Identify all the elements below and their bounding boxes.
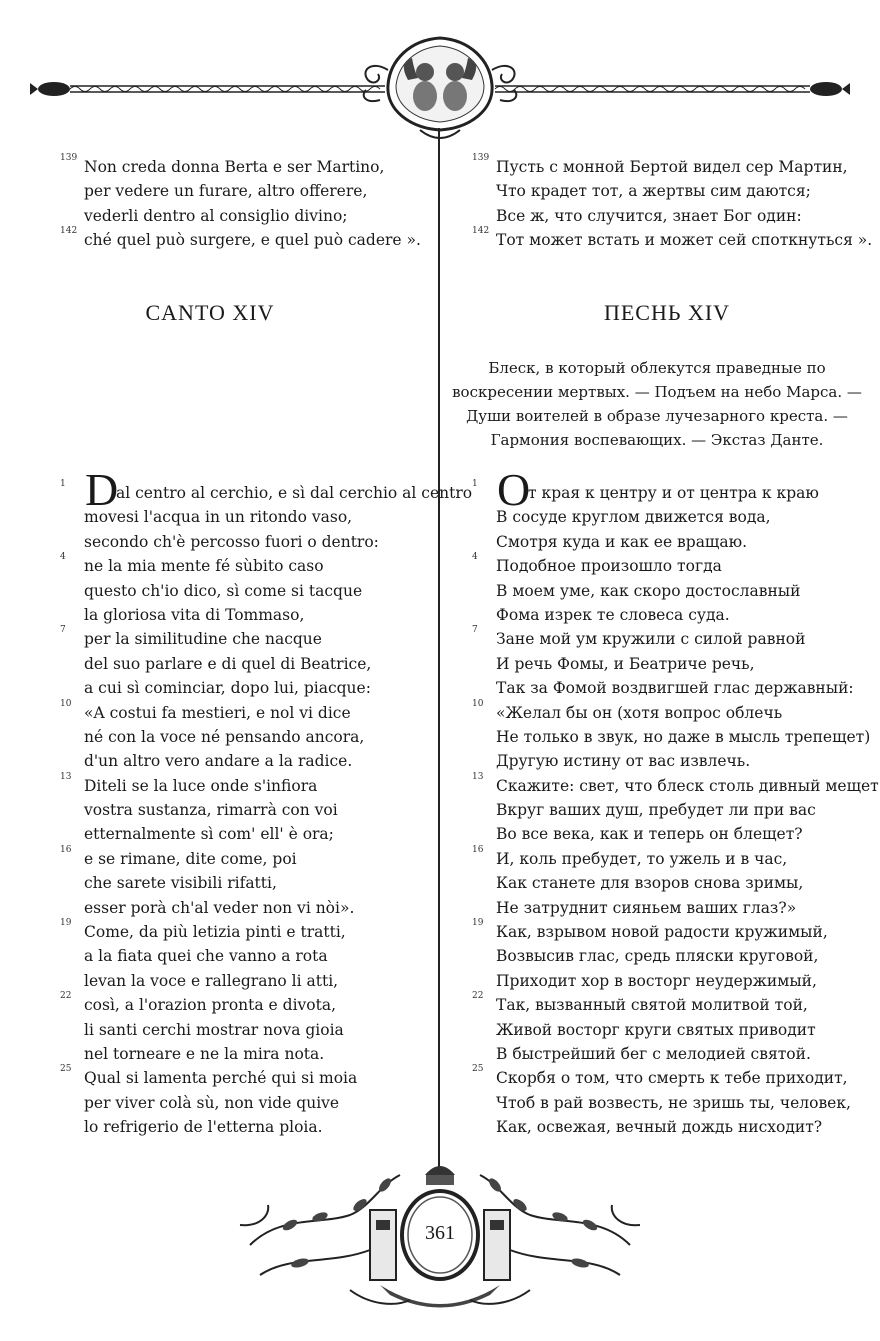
verse-line (60, 969, 430, 993)
canto-title-russian: ПЕСНЬ XIV (603, 300, 731, 325)
verse-text: т края к центру и от центра к краю (528, 484, 819, 502)
verse-text: li santi cerchi mostrar nova gioia (84, 1020, 344, 1039)
right-column-verses (472, 464, 879, 1140)
verse-text: Не только в звук, но даже в мысль трепещет) (496, 727, 871, 746)
canto-title-italian: CANTO XIV (145, 300, 275, 325)
line-number: 19 (472, 918, 484, 929)
verse-line (60, 896, 430, 920)
verse-line (60, 652, 430, 676)
verse-text: Другую истину от вас извлечь. (496, 752, 751, 771)
verse-text: né con la voce né pensando ancora, (84, 727, 365, 746)
line-number: 22 (60, 991, 72, 1002)
verse-text: esser porà ch'al veder non vi nòi». (84, 898, 355, 917)
line-number: 1 (472, 479, 478, 489)
verse-text: Qual si lamenta perché qui si moia (84, 1069, 358, 1088)
line-number: 19 (60, 918, 72, 929)
verse-text: Живой восторг круги святых приводит (496, 1020, 816, 1039)
verse-line (60, 179, 430, 203)
verse-text: Тот может встать и может сей споткнуться ». (496, 231, 873, 250)
verse-line (472, 603, 862, 627)
verse-line (60, 944, 430, 968)
verse-text: la gloriosa vita di Tommaso, (84, 605, 305, 624)
verse-line (60, 993, 430, 1017)
verse-line (472, 226, 873, 252)
verse-text: В сосуде круглом движется вода, (496, 508, 771, 527)
verse-text: Что крадет тот, а жертвы сим даются; (496, 182, 811, 201)
verse-line (472, 798, 862, 822)
verse-line (60, 1018, 430, 1042)
verse-text: del suo parlare e di quel di Beatrice, (84, 654, 372, 673)
line-number: 7 (472, 625, 478, 636)
line-number: 4 (472, 552, 478, 563)
verse-line (60, 822, 430, 846)
verse-line (60, 798, 430, 822)
verse-text: vostra sustanza, rimarrà con voi (84, 801, 338, 820)
verse-line (60, 844, 430, 871)
verse-text: Скорбя о том, что смерть к тебе приходит, (496, 1069, 848, 1088)
verse-line (472, 944, 862, 968)
verse-text: ché quel può surgere, e quel può cadere ». (84, 231, 421, 250)
verse-line (60, 698, 430, 725)
verse-text: secondo ch'è percosso fuori o dentro: (84, 532, 379, 551)
top-ornament (0, 0, 880, 150)
verse-line (60, 204, 430, 228)
page-number: 361 (425, 1222, 455, 1244)
verse-text: etternalmente sì com' ell' è ora; (84, 825, 334, 844)
verse-line (472, 822, 862, 846)
verse-line (472, 698, 862, 725)
line-number: 142 (472, 226, 490, 237)
verse-text: Вкруг ваших душ, пребудет ли при вас (496, 801, 816, 820)
verse-text: questo ch'io dico, sì come si tacque (84, 581, 363, 600)
verse-text: Пусть с монной Бертой видел сер Мартин, (496, 158, 848, 176)
verse-text: lo refrigerio de l'etterna ploia. (84, 1118, 323, 1137)
right-column-continuation (472, 153, 873, 253)
verse-line (472, 204, 862, 228)
verse-line (472, 1042, 862, 1066)
verse-text: Come, da più letizia pinti e tratti, (84, 923, 346, 942)
line-number: 142 (60, 226, 78, 237)
left-column-continuation (60, 155, 430, 253)
verse-text: d'un altro vero andare a la radice. (84, 752, 353, 771)
verse-line (60, 505, 430, 529)
verse-text: Во все века, как и теперь он блещет? (496, 825, 803, 844)
verse-text: Возвысив глас, средь пляски круговой, (496, 947, 819, 966)
verse-line (472, 505, 862, 529)
verse-text: «Желал бы он (хотя вопрос облечь (496, 703, 783, 722)
verse-line (472, 530, 862, 554)
verse-text: Так за Фомой воздвигшей глас державный: (496, 679, 854, 698)
line-number: 139 (60, 153, 78, 163)
verse-text: così, a l'orazion pronta e divota, (84, 996, 337, 1015)
canto-summary: Блеск, в который облекутся праведные по воскресении мертвых. — Подъем на небо Марса. — Души воителей в образе лучезарного креста. — Гармония воспевающих. — Экстаз Данте. (452, 359, 862, 449)
verse-line (60, 1042, 430, 1066)
verse-line (60, 479, 473, 505)
verse-line (472, 652, 862, 676)
verse-text: che sarete visibili rifatti, (84, 874, 277, 893)
verse-text: Подобное произошло тогда (496, 557, 722, 576)
verse-text: Non creda donna Berta e ser Martino, (84, 158, 385, 176)
verse-text: levan la voce e rallegrano li atti, (84, 971, 339, 990)
verse-text: «A costui fa mestieri, e nol vi dice (84, 703, 351, 722)
verse-line (60, 1066, 430, 1090)
verse-line (472, 993, 862, 1017)
verse-text: a la fiata quei che vanno a rota (84, 947, 328, 966)
verse-text: В быстрейший бег с мелодией святой. (496, 1044, 811, 1063)
verse-line (472, 969, 862, 993)
verse-text: Фома изрек те словеса суда. (496, 605, 730, 624)
verse-line (60, 676, 430, 700)
verse-text: В моем уме, как скоро достославный (496, 581, 801, 600)
column-divider (438, 128, 440, 1178)
verse-text: ne la mia mente fé sùbito caso (84, 557, 324, 576)
verse-line (472, 1115, 862, 1139)
verse-line (472, 179, 862, 203)
verse-text: per viver colà sù, non vide quive (84, 1093, 340, 1112)
line-number: 1 (60, 479, 66, 489)
verse-text: Зане мой ум кружили с силой равной (496, 630, 806, 649)
line-number: 22 (472, 991, 484, 1002)
verse-line (472, 920, 862, 944)
line-number: 25 (60, 1064, 72, 1075)
verse-line (60, 579, 430, 603)
left-column-verses (60, 464, 473, 1140)
line-number: 139 (472, 153, 490, 163)
verse-text: movesi l'acqua in un ritondo vaso, (84, 508, 353, 527)
verse-line (472, 627, 862, 651)
verse-line (60, 554, 430, 578)
line-number: 13 (472, 771, 484, 782)
verse-text: Все ж, что случится, знает Бог один: (496, 206, 802, 225)
verse-line (60, 871, 430, 895)
verse-line (472, 871, 862, 895)
verse-text: al centro al cerchio, e sì dal cerchio al centro (116, 484, 473, 502)
line-number: 16 (472, 844, 484, 855)
verse-text: И речь Фомы, и Беатриче речь, (496, 654, 755, 673)
verse-line (60, 228, 430, 252)
verse-line (60, 920, 430, 944)
verse-text: a cui sì cominciar, dopo lui, piacque: (84, 679, 371, 698)
verse-text: Смотря куда и как ее вращаю. (496, 532, 748, 551)
verse-text: nel torneare e ne la mira nota. (84, 1044, 325, 1063)
verse-text: vederli dentro al consiglio divino; (84, 206, 348, 225)
line-number: 10 (60, 698, 72, 709)
verse-line (472, 1066, 862, 1090)
verse-line (60, 530, 430, 554)
verse-line (472, 554, 862, 578)
verse-line (472, 579, 862, 603)
line-number: 25 (472, 1064, 484, 1075)
drop-cap: D (85, 464, 119, 515)
line-number: 13 (60, 771, 72, 782)
line-number: 4 (60, 552, 66, 563)
verse-text: Скажите: свет, что блеск столь дивный мещет (496, 776, 879, 795)
verse-line (472, 844, 862, 871)
verse-line (472, 1018, 862, 1042)
verse-line (60, 749, 430, 773)
verse-line (60, 155, 430, 179)
verse-line (472, 155, 862, 179)
verse-line (60, 603, 430, 627)
verse-line (472, 749, 862, 773)
verse-text: Как, освежая, вечный дождь нисходит? (496, 1118, 823, 1137)
verse-text: Приходит хор в восторг неудержимый, (496, 971, 817, 990)
verse-line (60, 725, 430, 749)
verse-text: e se rimane, dite come, poi (84, 849, 297, 868)
verse-line (60, 1115, 430, 1139)
line-number: 7 (60, 625, 66, 636)
verse-line (472, 481, 862, 505)
line-number: 10 (472, 698, 484, 709)
verse-text: Diteli se la luce onde s'infiora (84, 776, 318, 795)
drop-cap: О (497, 464, 531, 515)
verse-line (472, 771, 879, 798)
line-number: 16 (60, 844, 72, 855)
verse-text: И, коль пребудет, то ужель и в час, (496, 849, 788, 868)
verse-line (472, 676, 862, 700)
verse-text: per la similitudine che nacque (84, 630, 322, 649)
verse-line (60, 771, 430, 798)
verse-line (60, 627, 430, 651)
verse-text: Как, взрывом новой радости кружимый, (496, 923, 828, 942)
verse-line (472, 725, 871, 749)
verse-line (60, 1091, 430, 1115)
verse-text: Так, вызванный святой молитвой той, (496, 996, 808, 1015)
verse-line (472, 1091, 862, 1115)
verse-text: Чтоб в рай возвесть, не зришь ты, человек, (496, 1093, 851, 1112)
verse-text: Не затруднит сияньем ваших глаз?» (496, 898, 797, 917)
verse-line (472, 896, 862, 920)
verse-text: Как станете для взоров снова зримы, (496, 874, 804, 893)
verse-text: per vedere un furare, altro offerere, (84, 182, 368, 201)
